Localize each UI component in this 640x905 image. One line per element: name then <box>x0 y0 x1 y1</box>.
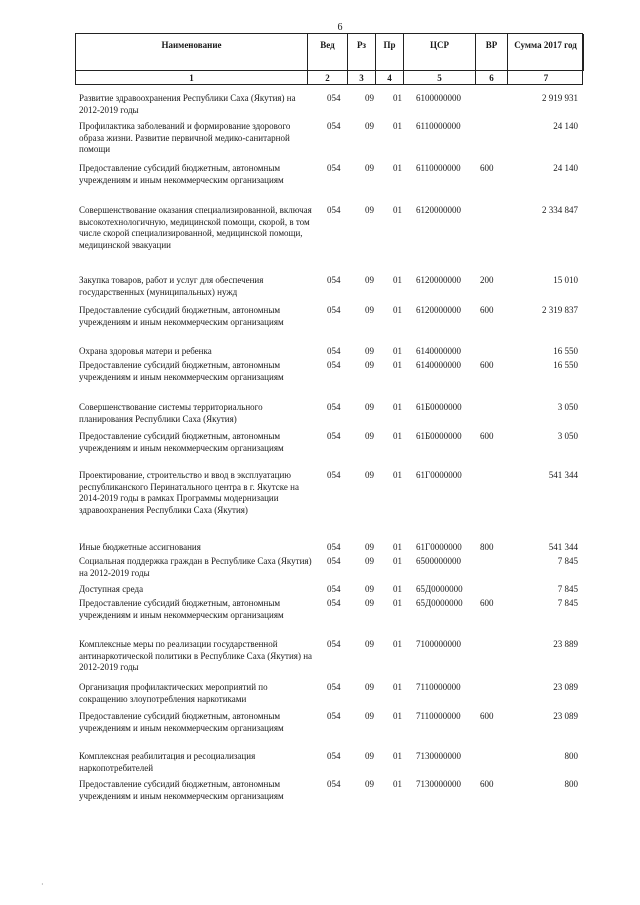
col-header-ved: Вед <box>308 34 348 70</box>
row-vr: 600 <box>480 779 494 789</box>
row-pr: 01 <box>393 779 402 789</box>
row-rz: 09 <box>365 470 374 480</box>
row-rz: 09 <box>365 431 374 441</box>
row-ved: 054 <box>327 542 341 552</box>
row-name: Предоставление субсидий бюджетным, автономным учреждениям и иным некоммерческим организациям <box>79 305 284 327</box>
row-pr: 01 <box>393 402 402 412</box>
row-rz: 09 <box>365 205 374 215</box>
row-csr: 6110000000 <box>416 163 461 173</box>
row-rz: 09 <box>365 402 374 412</box>
row-rz: 09 <box>365 584 374 594</box>
row-name: Совершенствование системы территориального планирования Республики Саха (Якутия) <box>79 402 263 424</box>
row-pr: 01 <box>393 751 402 761</box>
row-pr: 01 <box>393 470 402 480</box>
row-name: Проектирование, строительство и ввод в эксплуатацию республиканского Перинатального центра в г. Якутске на 2014-2019 годы в рамках Программы модернизации здравоохранения Республики Саха (Якутия) <box>79 470 299 515</box>
row-ved: 054 <box>327 779 341 789</box>
row-rz: 09 <box>365 121 374 131</box>
row-pr: 01 <box>393 639 402 649</box>
row-vr: 600 <box>480 163 494 173</box>
row-name: Предоставление субсидий бюджетным, автономным учреждениям и иным некоммерческим организациям <box>79 163 284 185</box>
row-csr: 6120000000 <box>416 205 461 215</box>
row-vr: 600 <box>480 305 494 315</box>
row-rz: 09 <box>365 360 374 370</box>
row-csr: 61Г0000000 <box>416 542 462 552</box>
row-sum: 541 344 <box>548 470 578 480</box>
row-vr: 600 <box>480 711 494 721</box>
row-csr: 7130000000 <box>416 779 461 789</box>
row-name: Организация профилактических мероприятий по сокращению злоупотребления наркотиками <box>79 682 268 704</box>
col-header-csr: ЦСР <box>404 34 476 70</box>
row-pr: 01 <box>393 542 402 552</box>
row-name: Совершенствование оказания специализированной, включая высокотехнологичную, медицинской помощи, скорой, в том числе скорой специализированной, медицинской помощи, медицинской эвакуации <box>79 205 312 250</box>
row-ved: 054 <box>327 275 341 285</box>
row-sum: 800 <box>564 779 578 789</box>
row-rz: 09 <box>365 305 374 315</box>
row-csr: 6140000000 <box>416 346 461 356</box>
row-pr: 01 <box>393 93 402 103</box>
row-name: Развитие здравоохранения Республики Саха (Якутия) на 2012-2019 годы <box>79 93 296 115</box>
row-ved: 054 <box>327 682 341 692</box>
row-pr: 01 <box>393 584 402 594</box>
row-csr: 6500000000 <box>416 556 461 566</box>
row-sum: 23 089 <box>553 711 578 721</box>
col-number-4: 4 <box>376 70 404 85</box>
row-vr: 800 <box>480 542 494 552</box>
row-sum: 23 089 <box>553 682 578 692</box>
col-number-3: 3 <box>348 70 376 85</box>
row-sum: 16 550 <box>553 360 578 370</box>
row-name: Предоставление субсидий бюджетным, автономным учреждениям и иным некоммерческим организациям <box>79 360 284 382</box>
col-header-sum: Сумма 2017 год <box>508 34 584 70</box>
row-rz: 09 <box>365 639 374 649</box>
row-csr: 7110000000 <box>416 682 461 692</box>
row-ved: 054 <box>327 639 341 649</box>
row-rz: 09 <box>365 779 374 789</box>
row-pr: 01 <box>393 360 402 370</box>
row-sum: 3 050 <box>557 402 578 412</box>
row-sum: 541 344 <box>548 542 578 552</box>
row-sum: 2 919 931 <box>542 93 578 103</box>
row-csr: 65Д0000000 <box>416 598 463 608</box>
row-ved: 054 <box>327 346 341 356</box>
col-number-7: 7 <box>508 70 584 85</box>
row-rz: 09 <box>365 346 374 356</box>
row-ved: 054 <box>327 163 341 173</box>
col-number-1: 1 <box>76 70 308 85</box>
row-name: Профилактика заболеваний и формирование здорового образа жизни. Развитие первичной медико-санитарной помощи <box>79 121 291 154</box>
row-csr: 6100000000 <box>416 93 461 103</box>
row-name: Комплексные меры по реализации государственной антинаркотической политики в Республике Саха (Якутия) на 2012-2019 годы <box>79 639 313 672</box>
row-rz: 09 <box>365 556 374 566</box>
row-rz: 09 <box>365 598 374 608</box>
row-ved: 054 <box>327 121 341 131</box>
row-rz: 09 <box>365 542 374 552</box>
row-sum: 7 845 <box>557 598 578 608</box>
row-csr: 7110000000 <box>416 711 461 721</box>
col-header-rz: Рз <box>348 34 376 70</box>
row-name: Доступная среда <box>79 584 144 594</box>
row-ved: 054 <box>327 598 341 608</box>
row-pr: 01 <box>393 205 402 215</box>
row-pr: 01 <box>393 121 402 131</box>
row-name: Предоставление субсидий бюджетным, автономным учреждениям и иным некоммерческим организациям <box>79 779 284 801</box>
row-ved: 054 <box>327 584 341 594</box>
row-name: Предоставление субсидий бюджетным, автономным учреждениям и иным некоммерческим организациям <box>79 431 284 453</box>
row-rz: 09 <box>365 711 374 721</box>
row-name: Иные бюджетные ассигнования <box>79 542 201 552</box>
row-ved: 054 <box>327 360 341 370</box>
row-csr: 6120000000 <box>416 275 461 285</box>
row-sum: 24 140 <box>553 163 578 173</box>
row-name: Охрана здоровья матери и ребенка <box>79 346 212 356</box>
row-vr: 600 <box>480 598 494 608</box>
row-ved: 054 <box>327 470 341 480</box>
row-ved: 054 <box>327 305 341 315</box>
row-vr: 600 <box>480 360 494 370</box>
row-rz: 09 <box>365 275 374 285</box>
row-pr: 01 <box>393 346 402 356</box>
row-ved: 054 <box>327 711 341 721</box>
row-csr: 7100000000 <box>416 639 461 649</box>
col-number-5: 5 <box>404 70 476 85</box>
row-sum: 23 889 <box>553 639 578 649</box>
col-header-name: Наименование <box>76 34 308 70</box>
row-rz: 09 <box>365 163 374 173</box>
page-number: 6 <box>337 22 343 33</box>
row-csr: 65Д0000000 <box>416 584 463 594</box>
col-header-pr: Пр <box>376 34 404 70</box>
row-pr: 01 <box>393 305 402 315</box>
row-sum: 3 050 <box>557 431 578 441</box>
row-csr: 6110000000 <box>416 121 461 131</box>
col-number-2: 2 <box>308 70 348 85</box>
row-name: Закупка товаров, работ и услуг для обеспечения государственных (муниципальных) нужд <box>79 275 264 297</box>
row-vr: 600 <box>480 431 494 441</box>
row-pr: 01 <box>393 711 402 721</box>
row-csr: 6120000000 <box>416 305 461 315</box>
row-pr: 01 <box>393 431 402 441</box>
row-name: Предоставление субсидий бюджетным, автономным учреждениям и иным некоммерческим организациям <box>79 711 284 733</box>
row-name: Комплексная реабилитация и ресоциализация наркопотребителей <box>79 751 256 773</box>
row-pr: 01 <box>393 598 402 608</box>
row-sum: 800 <box>564 751 578 761</box>
row-sum: 7 845 <box>557 556 578 566</box>
row-rz: 09 <box>365 682 374 692</box>
col-header-vr: ВР <box>476 34 508 70</box>
row-pr: 01 <box>393 275 402 285</box>
row-pr: 01 <box>393 163 402 173</box>
row-csr: 6140000000 <box>416 360 461 370</box>
row-csr: 61Б0000000 <box>416 431 462 441</box>
scan-mark: · <box>41 880 44 889</box>
row-csr: 7130000000 <box>416 751 461 761</box>
row-sum: 24 140 <box>553 121 578 131</box>
row-sum: 15 010 <box>553 275 578 285</box>
row-pr: 01 <box>393 556 402 566</box>
row-csr: 61Б0000000 <box>416 402 462 412</box>
row-name: Социальная поддержка граждан в Республике Саха (Якутия) на 2012-2019 годы <box>79 556 312 578</box>
row-name: Предоставление субсидий бюджетным, автономным учреждениям и иным некоммерческим организациям <box>79 598 284 620</box>
row-sum: 2 334 847 <box>542 205 578 215</box>
row-sum: 2 319 837 <box>542 305 578 315</box>
row-csr: 61Г0000000 <box>416 470 462 480</box>
row-pr: 01 <box>393 682 402 692</box>
col-number-6: 6 <box>476 70 508 85</box>
row-ved: 054 <box>327 431 341 441</box>
row-ved: 054 <box>327 402 341 412</box>
row-ved: 054 <box>327 556 341 566</box>
row-rz: 09 <box>365 93 374 103</box>
row-ved: 054 <box>327 751 341 761</box>
row-sum: 7 845 <box>557 584 578 594</box>
row-sum: 16 550 <box>553 346 578 356</box>
row-ved: 054 <box>327 205 341 215</box>
row-vr: 200 <box>480 275 494 285</box>
row-rz: 09 <box>365 751 374 761</box>
row-ved: 054 <box>327 93 341 103</box>
